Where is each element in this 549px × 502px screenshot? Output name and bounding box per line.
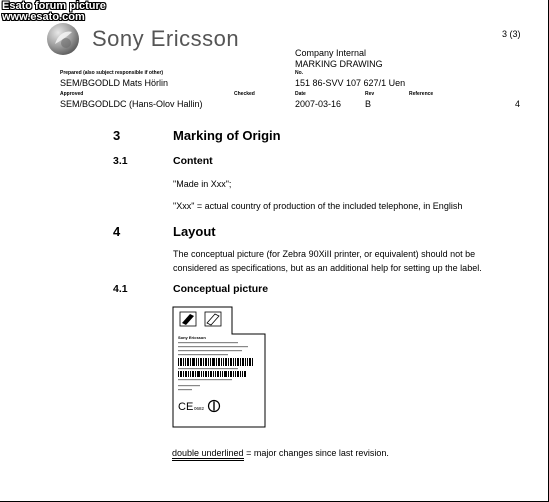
rev-value: B xyxy=(365,99,372,109)
section-3-number: 3 xyxy=(113,128,121,143)
content-line-2: "Xxx" = actual country of production of the included telephone, in English xyxy=(173,201,463,211)
doc-number: 151 86-SVV 107 627/1 Uen xyxy=(295,78,406,88)
approved-label: Approved xyxy=(60,91,84,97)
revision-note xyxy=(172,448,389,458)
revision-note-text: = major changes since last revision. xyxy=(243,448,389,458)
doc-type: MARKING DRAWING xyxy=(295,59,383,69)
section-3-title: Marking of Origin xyxy=(173,128,281,143)
no-label: No. xyxy=(295,70,304,76)
section-3-1-number: 3.1 xyxy=(113,155,128,167)
revision-note-underlined: double underlined xyxy=(172,448,244,461)
prepared-label: Prepared (also subject responsible if other) xyxy=(60,70,164,76)
layout-line-2: considered as specifications, but as an additional help for setting up the label. xyxy=(173,263,482,273)
content-line-1: "Made in Xxx"; xyxy=(173,179,232,189)
page-number: 3 (3) xyxy=(502,29,521,39)
label-brand: Sony Ericsson xyxy=(178,335,206,340)
conceptual-label-picture xyxy=(172,306,266,428)
ce-mark: CE xyxy=(178,401,194,413)
section-4-1-title: Conceptual picture xyxy=(173,283,269,295)
layout-line-1: The conceptual picture (for Zebra 90XiII printer, or equivalent) should not be xyxy=(173,249,476,259)
watermark xyxy=(2,1,106,23)
classification: Company Internal xyxy=(295,48,367,58)
date-label: Date xyxy=(295,91,306,97)
approved-value: SEM/BGODLDC (Hans-Olov Hallin) xyxy=(60,99,203,109)
rev-label: Rev xyxy=(365,91,375,97)
barcode-2 xyxy=(178,371,246,377)
company-logo xyxy=(46,22,239,56)
ce-number: 0682 xyxy=(194,406,205,411)
sony-ericsson-globe-icon xyxy=(46,22,80,56)
brand-name: Sony Ericsson xyxy=(92,26,240,51)
section-4-1-number: 4.1 xyxy=(113,283,128,295)
section-4-number: 4 xyxy=(113,224,121,239)
watermark-line1: Esato forum picture xyxy=(2,0,106,12)
section-3-1-title: Content xyxy=(173,155,213,167)
date-value: 2007-03-16 xyxy=(295,99,342,109)
reference-value: 4 xyxy=(515,99,521,109)
reference-label: Reference xyxy=(409,91,434,97)
prepared-value: SEM/BGODLD Mats Hörlin xyxy=(60,78,169,88)
watermark-line2: www.esato.com xyxy=(2,11,85,23)
section-4-title: Layout xyxy=(173,224,216,239)
checked-label: Checked xyxy=(234,91,255,97)
